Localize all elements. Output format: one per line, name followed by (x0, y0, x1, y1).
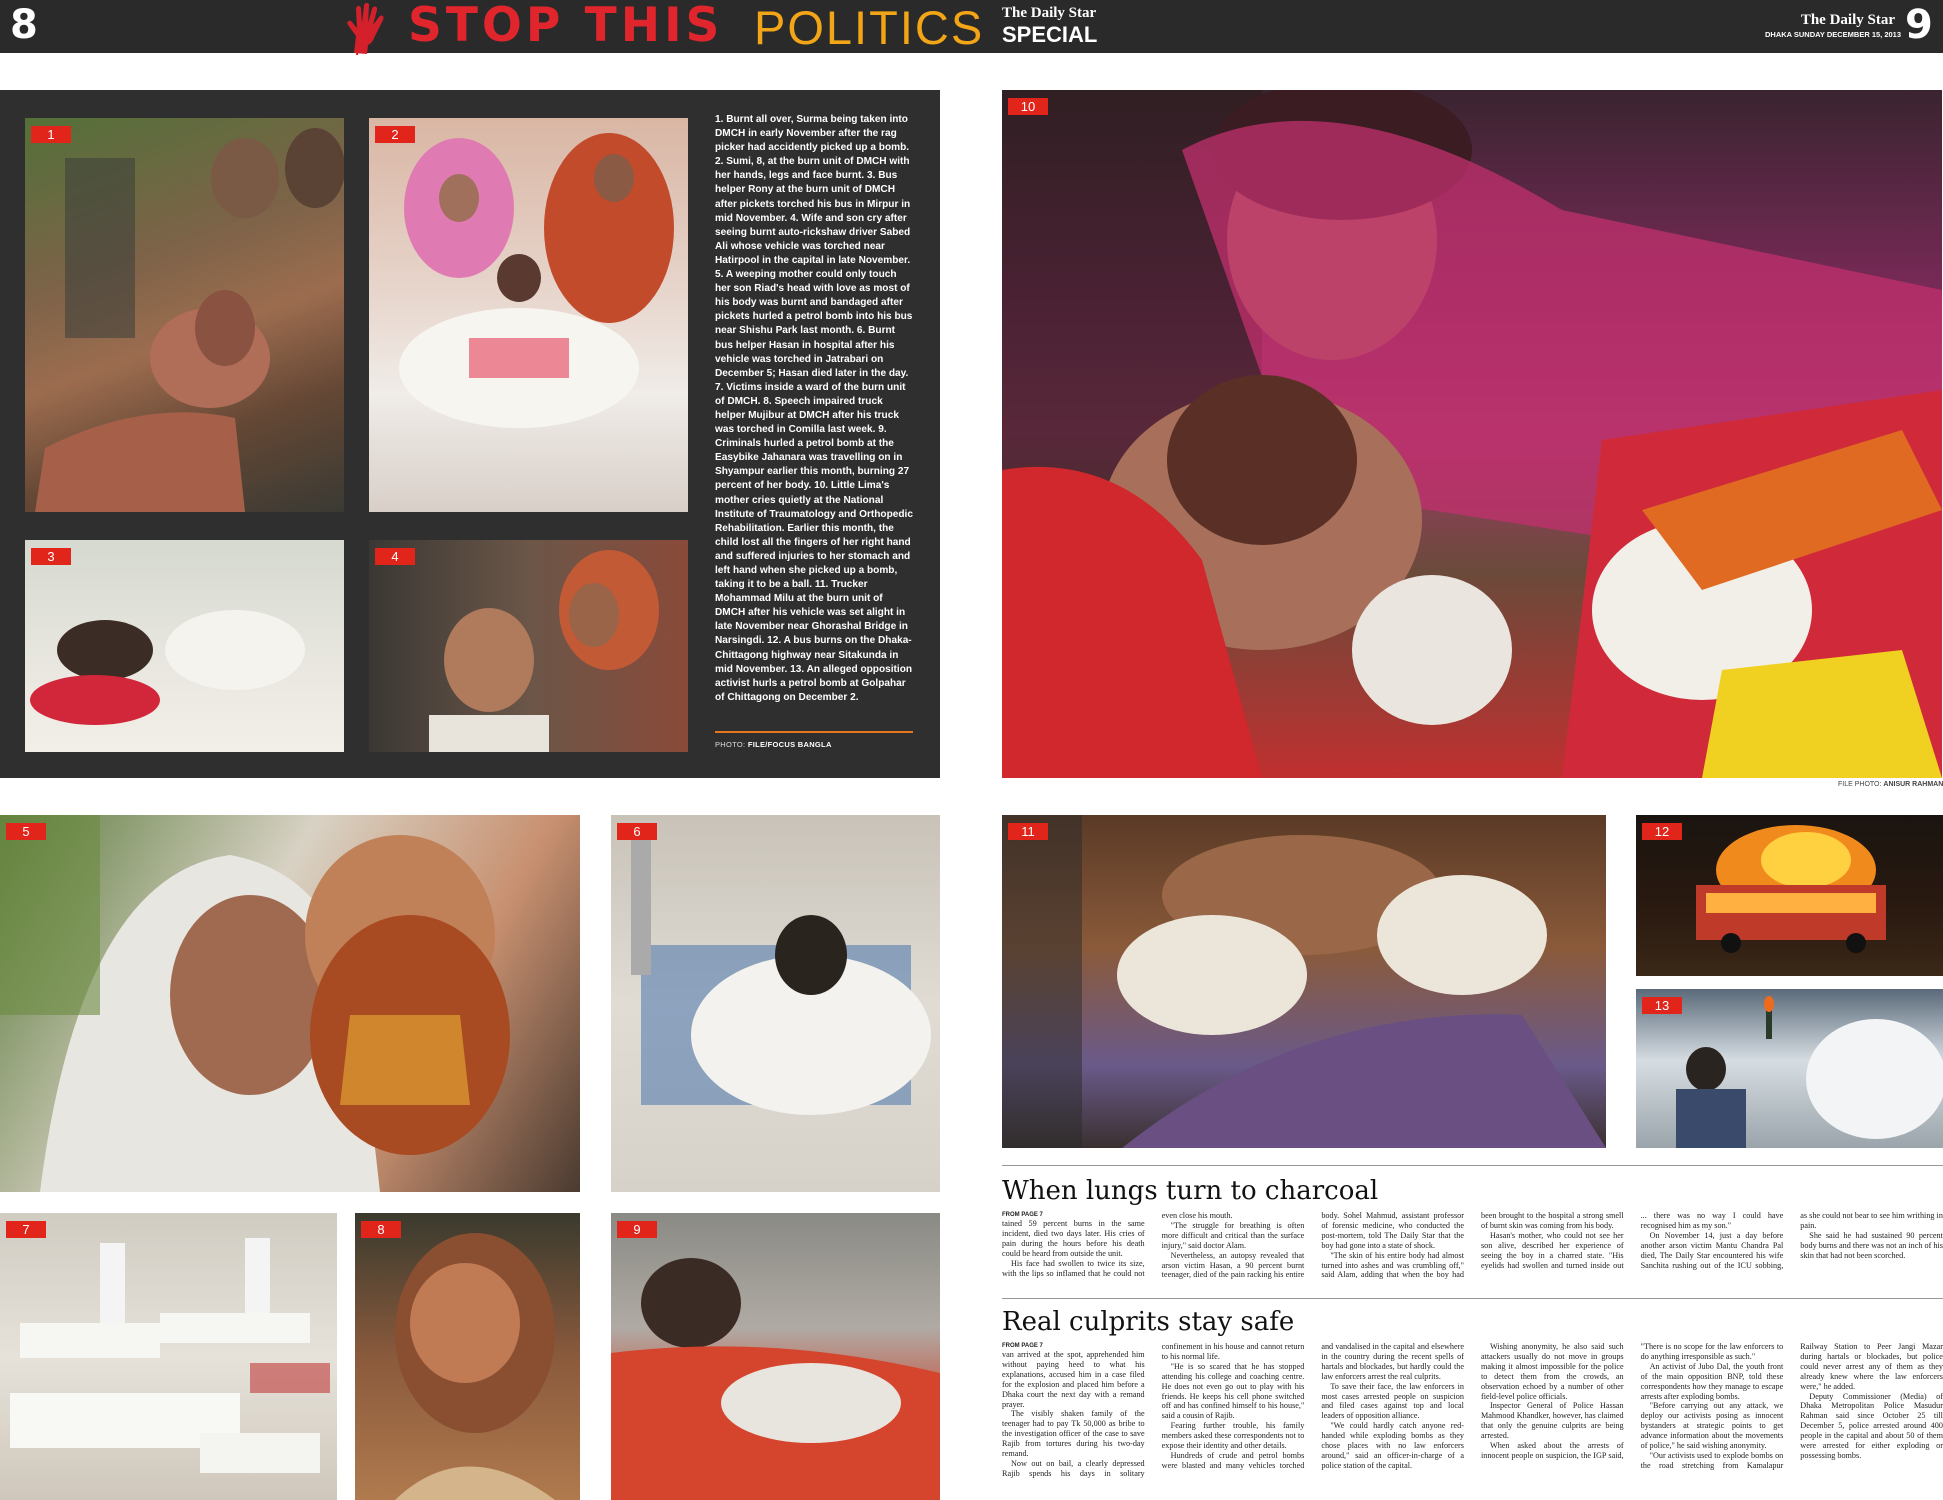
article-paragraph: van arrived at the spot, apprehended him without paying heed to what his explanations, accused him in a case filed for the explosion and placed him before a Dhaka court the next day with a remand prayer. (1002, 1350, 1145, 1409)
page-number-right: 9 (1905, 2, 1933, 48)
photo-number-badge: 2 (375, 126, 415, 143)
article-paragraph: Wishing anonymity, he also said such attackers usually do not move in groups making it almost impossible for the police to detect them from the crowds, an observation echoed by a number of other field-level police officials. (1480, 1342, 1624, 1401)
masthead-special (1002, 6, 1097, 46)
article-paragraph: To save their face, the law enforcers in most cases arrested people on suspicion and filed cases against top and local leaders of opposition alliance. (1321, 1381, 1464, 1421)
photo-number-badge: 3 (31, 548, 71, 565)
article-paragraph: When asked about the arrests of innocent people on suspicion, the IGP said, "There is no scope for the law enforcers to do anything irresponsible as such." (1480, 1342, 1784, 1460)
photo-6-hasan-in-hospital (611, 815, 940, 1192)
article-1-rule (1002, 1165, 1943, 1166)
photo-number-badge: 12 (1642, 823, 1682, 840)
article-paragraph: "Before carrying out any attack, we deploy our activists posing as innocent bystanders at strategic points to get advance information about the movements of police," he said wishing anonymity. (1640, 1401, 1784, 1451)
article-2-headline: Real culprits stay safe (1002, 1307, 1295, 1337)
photo-number-badge: 9 (617, 1221, 657, 1238)
article-paragraph: Inspector General of Police Hassan Mahmood Khandker, however, has claimed that only the genuine culprits are being arrested. (1480, 1401, 1624, 1441)
header-bar (0, 0, 1943, 53)
article-1-from-page: FROM PAGE 7 (1002, 1212, 1043, 1218)
photo-5-mother-and-riad (0, 815, 580, 1192)
section-label: SPECIAL (1002, 22, 1098, 47)
credit-divider (715, 731, 913, 733)
photo-1-surma-burn-victim (25, 118, 344, 512)
photo-number-badge: 8 (361, 1221, 401, 1238)
article-paragraph: She said he had sustained 90 percent body burns and there was not an inch of his skin that had not been scorched. (1800, 1230, 1943, 1260)
masthead-right (1765, 12, 1902, 39)
photo-number-badge: 4 (375, 548, 415, 565)
photo-number-badge: 11 (1008, 823, 1048, 840)
headline-politics: POLITICS (754, 1, 985, 54)
photo-captions: 1. Burnt all over, Surma being taken into DMCH in early November after the rag picker had accidently picked up a bomb. 2. Sumi, 8, at the burn unit of DMCH with her hands, legs and face burnt. 3. Bus helper Rony at the burn unit of DMCH after pickets torched his bus in Mirpur in mid November. 4. Wife and son cry after seeing burnt auto-rickshaw driver Sabed Ali whose vehicle was torched near Hatirpool in the capital in late November. 5. A weeping mother could only touch her son Riad's head with love as most of his body was burnt and bandaged after pickets hurled a petrol bomb into his bus near Shishu Park last month. 6. Burnt bus helper Hasan in hospital after his vehicle was torched in Jatrabari on December 5; Hasan died later in the day. 7. Victims inside a ward of the burn unit of DMCH. 8. Speech impaired truck helper Mujibur at DMCH after his truck was torched in Comilla last week. 9. Criminals hurled a petrol bomb at the Easybike Jahanara was travelling on in Shyampur earlier this month, burning 27 percent of her body. 10. Little Lima's mother cries quietly at the National Institute of Traumatology and Orthopedic Rehabilitation. Earlier this month, the child lost all the fingers of her right hand and suffered injuries to her stomach and left hand when she picked up a bomb, taking it to be a ball. 11. Trucker Mohammad Milu at the burn unit of DMCH after his vehicle was set alight in late November near Ghorashal Bridge in Narsingdi. 12. A bus burns on the Dhaka-Chittagong highway near Sitakunda in mid November. 13. An alleged opposition activist hurls a petrol bomb at Golpahar of Chittagong on December 2. (715, 114, 913, 703)
photo-number-badge: 5 (6, 823, 46, 840)
article-2-body (1002, 1342, 1943, 1498)
article-2-rule (1002, 1298, 1943, 1299)
article-paragraph: Fearing further trouble, his family members asked these correspondents not to expose their identity and other details. (1161, 1421, 1305, 1451)
photo-4-wife-and-son-cry (369, 540, 688, 752)
photo-7-burn-unit-ward (0, 1213, 337, 1500)
masthead-logo: The Daily Star (1002, 5, 1097, 21)
photo-9-jahanara (611, 1213, 940, 1500)
photo-credit-label: PHOTO: (715, 740, 746, 749)
article-2-from-page: FROM PAGE 7 (1002, 1343, 1043, 1349)
article-paragraph: "The struggle for breathing is often more difficult and critical than the surface injury," said doctor Alam. (1161, 1220, 1305, 1250)
article-paragraph: An activist of Jubo Dal, the youth front of the main opposition BNP, told these correspondents how they manage to escape arrests after exploding bombs. (1640, 1361, 1784, 1401)
file-photo-credit-label: FILE PHOTO: (1838, 781, 1882, 788)
article-paragraph: "Our activists used to explode bombs on the road stretching from Kamalapur Railway Station to Peer Jangi Mazar during hartals or blockades, but police could never arrest any of them as they already knew where the law enforcers were," he added. (1640, 1342, 1943, 1470)
photo-13-petrol-bomb-thrower (1636, 989, 1943, 1148)
article-paragraph: Now out on bail, a clearly depressed Rajib spends his days in solitary confinement in his house and cannot return to his normal life. (1002, 1342, 1305, 1478)
photo-number-badge: 6 (617, 823, 657, 840)
article-paragraph: "The skin of his entire body had almost turned into ashes and was crumbling off," said Alam, adding that when the boy had been brought to the hospital a strong smell of burnt skin was coming from his body. (1321, 1211, 1624, 1280)
photo-number-badge: 13 (1642, 997, 1682, 1014)
article-paragraph: On November 14, just a day before another arson victim Mantu Chandra Pal died, The Daily Star encountered his wife Sanchita rushing out of the ICU sobbing, as she could not bear to see him writhing in pain. (1640, 1211, 1943, 1270)
file-photo-credit-source: ANISUR RAHMAN (1883, 781, 1943, 788)
photo-credit (715, 740, 832, 749)
photo-11-trucker-milu (1002, 815, 1606, 1148)
article-paragraph: Deputy Commissioner (Media) of Dhaka Metropolitan Police Masudur Rahman said since October 25 till December 5, police arrested around 400 people in the capital and about 50 of them were arrested for either exploding or possessing bombs. (1800, 1391, 1943, 1460)
article-1-body (1002, 1211, 1943, 1293)
page-number-left: 8 (10, 2, 38, 48)
article-1-headline: When lungs turn to charcoal (1002, 1176, 1379, 1206)
article-paragraph: "He is so scared that he has stopped attending his college and coaching centre. He does not even go out to play with his friends. He keeps his cell phone switched off and has confined himself to his house," said a cousin of Rajib. (1161, 1361, 1305, 1421)
photo-2-sumi-burn-unit (369, 118, 688, 512)
dateline: DHAKA SUNDAY DECEMBER 15, 2013 (1765, 30, 1902, 39)
article-paragraph: His face had swollen to twice its size, with the lips so inflamed that he could not even close his mouth. (1002, 1211, 1233, 1278)
article-paragraph: tained 59 percent burns in the same incident, died two days later. His cries of pain during the hours before his death could be heard from outside the unit. (1002, 1219, 1145, 1258)
photo-10-lima-and-mother (1002, 90, 1942, 778)
photo-12-bus-burning (1636, 815, 1943, 976)
article-paragraph: The visibly shaken family of the teenager had to pay Tk 50,000 as bribe to the investigation officer of the case to save Rajib from tortures during his two-day remand. (1002, 1409, 1145, 1459)
photo-3-rony-burn-unit (25, 540, 344, 752)
article-paragraph: Hundreds of crude and petrol bombs were blasted and many vehicles torched and vandalised in the capital and elsewhere in the country during the recent spells of hartals and blockades, but hardly could the law enforcers arrest the real culprits. (1161, 1342, 1464, 1470)
photo-8-mujibur (355, 1213, 580, 1500)
photo-number-badge: 7 (6, 1221, 46, 1238)
photo-number-badge: 10 (1008, 98, 1048, 115)
masthead-logo-right: The Daily Star (1800, 12, 1895, 28)
headline-stop-this: STOP THIS (408, 0, 724, 53)
article-paragraph: "We could hardly catch anyone red-handed while exploding bombs as they chose places with no law enforcers around," said an officer-in-charge of a police station of the capital. (1321, 1421, 1464, 1470)
article-paragraph: Nevertheless, an autopsy revealed that arson victim Hasan, a 90 percent burnt teenager, died of the pain racking his entire body. Sohel Mahmud, assistant professor of forensic medicine, who conducted the post-mortem, told The Daily Star that the boy had gone into a state of shock. (1161, 1211, 1464, 1280)
file-photo-credit (1838, 781, 1943, 788)
photo-credit-source: FILE/FOCUS BANGLA (747, 740, 832, 749)
bloody-hand-icon (340, 3, 388, 55)
article-paragraph: Hasan's mother, who could not see her son alive, described her experience of seeing the boy in a charred state. "His eyelids had swollen and turned inside out ... there was no way I could have recognised him as my son." (1480, 1211, 1784, 1270)
photo-number-badge: 1 (31, 126, 71, 143)
